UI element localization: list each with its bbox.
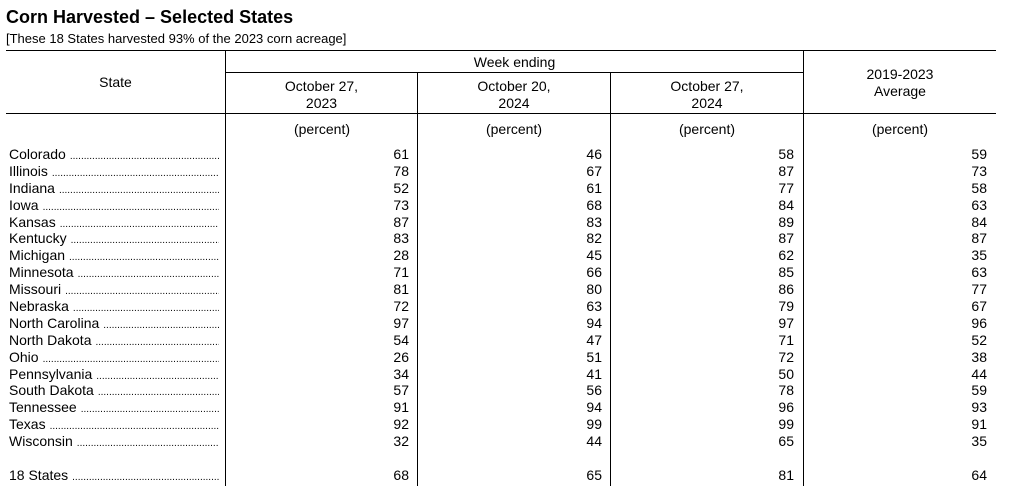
cell-oct20-2024: 46 — [586, 146, 602, 162]
cell-oct27-2023: 26 — [393, 348, 409, 365]
cell-oct27-2023: 32 — [393, 433, 409, 450]
state-name: South Dakota — [9, 382, 94, 399]
cell-5yr-average: 63 — [971, 264, 987, 281]
state-name: Ohio — [9, 348, 39, 365]
col3-header: October 27, 2024 — [670, 78, 744, 111]
table-row — [0, 247, 1009, 264]
table-body — [0, 146, 1009, 450]
total-row-container — [0, 467, 1009, 484]
col2-header: October 20, 2024 — [477, 78, 551, 111]
table-row — [0, 281, 1009, 298]
state-name: Iowa — [9, 196, 39, 213]
table-row — [0, 146, 1009, 163]
cell-oct27-2024: 86 — [778, 281, 794, 298]
cell-oct20-2024: 67 — [586, 162, 602, 179]
cell-oct27-2023: 54 — [393, 331, 409, 348]
cell-oct27-2023: 81 — [393, 281, 409, 298]
cell-oct20-2024: 63 — [586, 298, 602, 315]
cell-oct27-2024: 87 — [778, 162, 794, 179]
state-name: Tennessee — [9, 399, 77, 416]
state-name: Missouri — [9, 281, 62, 298]
week-ending-rule — [226, 72, 803, 73]
table-row — [0, 416, 1009, 433]
cell-oct27-2024: 77 — [778, 179, 794, 196]
cell-oct20-2024: 61 — [586, 179, 602, 196]
col3-unit: (percent) — [678, 121, 736, 137]
col1-unit: (percent) — [293, 121, 351, 137]
state-name: Michigan — [9, 247, 66, 264]
state-header: State — [99, 74, 132, 90]
cell-oct27-2024: 62 — [778, 247, 794, 264]
cell-5yr-average: 96 — [971, 314, 987, 331]
cell-oct27-2024: 96 — [778, 399, 794, 416]
state-name: Kentucky — [9, 230, 67, 247]
cell-oct27-2023: 34 — [393, 365, 409, 382]
cell-5yr-average: 77 — [971, 281, 987, 298]
cell-oct27-2023: 78 — [393, 162, 409, 179]
col1-header: October 27, 2023 — [284, 78, 359, 111]
cell-oct27-2024: 65 — [778, 433, 794, 450]
cell-oct20-2024: 94 — [586, 399, 602, 416]
table-row — [0, 399, 1009, 416]
cell-5yr-average: 59 — [971, 146, 987, 162]
cell-5yr-average: 63 — [971, 196, 987, 213]
cell-5yr-average: 38 — [971, 348, 987, 365]
cell-5yr-average: 35 — [971, 247, 987, 264]
state-name: North Dakota — [9, 331, 92, 348]
cell-oct27-2024: 50 — [778, 365, 794, 382]
col4-unit: (percent) — [871, 121, 929, 137]
table-title: Corn Harvested – Selected States — [6, 7, 294, 27]
cell-oct27-2024: 99 — [778, 416, 794, 433]
cell-5yr-average: 87 — [971, 230, 987, 247]
table-row — [0, 382, 1009, 399]
cell-oct20-2024: 51 — [586, 348, 602, 365]
cell-oct20-2024: 56 — [586, 382, 602, 399]
cell-oct27-2023: 83 — [393, 230, 409, 247]
cell-oct27-2023: 52 — [393, 179, 409, 196]
cell-oct27-2024: 71 — [778, 331, 794, 348]
table-row — [0, 332, 1009, 349]
state-name: Minnesota — [9, 264, 74, 281]
state-name: Kansas — [9, 213, 56, 230]
cell-5yr-average: 67 — [971, 298, 987, 315]
cell-oct20-2024: 94 — [586, 314, 602, 331]
cell-oct27-2023: 68 — [393, 467, 409, 483]
cell-5yr-average: 64 — [971, 467, 987, 483]
cell-oct27-2023: 97 — [393, 314, 409, 331]
table-row — [0, 197, 1009, 214]
state-name: Illinois — [9, 162, 48, 179]
cell-oct27-2023: 87 — [393, 213, 409, 230]
state-name: Texas — [9, 416, 46, 433]
cell-5yr-average: 52 — [971, 331, 987, 348]
cell-oct27-2023: 28 — [393, 247, 409, 264]
table-row — [0, 315, 1009, 332]
cell-oct27-2023: 91 — [393, 399, 409, 416]
cell-oct20-2024: 66 — [586, 264, 602, 281]
state-name: Colorado — [9, 146, 66, 162]
cell-oct20-2024: 99 — [586, 416, 602, 433]
table-row — [0, 214, 1009, 231]
cell-oct27-2024: 87 — [778, 230, 794, 247]
cell-oct27-2024: 85 — [778, 264, 794, 281]
cell-oct27-2023: 61 — [393, 146, 409, 162]
cell-5yr-average: 73 — [971, 162, 987, 179]
col2-unit: (percent) — [485, 121, 543, 137]
cell-oct27-2024: 81 — [778, 467, 794, 483]
col4-header: 2019-2023 Average — [866, 66, 934, 99]
cell-oct27-2024: 72 — [778, 348, 794, 365]
table-row — [0, 349, 1009, 366]
cell-5yr-average: 93 — [971, 399, 987, 416]
table-row-total — [0, 467, 1009, 484]
cell-oct27-2023: 57 — [393, 382, 409, 399]
cell-oct27-2023: 73 — [393, 196, 409, 213]
state-name: Pennsylvania — [9, 365, 93, 382]
state-name: Nebraska — [9, 298, 69, 315]
table-row — [0, 264, 1009, 281]
cell-oct20-2024: 82 — [586, 230, 602, 247]
table-row — [0, 163, 1009, 180]
table-row — [0, 433, 1009, 450]
week-ending-header: Week ending — [473, 54, 556, 70]
cell-5yr-average: 35 — [971, 433, 987, 450]
state-name: Indiana — [9, 179, 55, 196]
top-rule — [6, 50, 996, 51]
cell-5yr-average: 84 — [971, 213, 987, 230]
table-row — [0, 230, 1009, 247]
cell-5yr-average: 44 — [971, 365, 987, 382]
cell-oct27-2023: 92 — [393, 416, 409, 433]
cell-oct20-2024: 83 — [586, 213, 602, 230]
state-name: North Carolina — [9, 314, 100, 331]
cell-oct20-2024: 47 — [586, 331, 602, 348]
table-row — [0, 366, 1009, 383]
cell-oct20-2024: 41 — [586, 365, 602, 382]
table-row — [0, 180, 1009, 197]
cell-oct20-2024: 44 — [586, 433, 602, 450]
cell-5yr-average: 91 — [971, 416, 987, 433]
cell-oct20-2024: 80 — [586, 281, 602, 298]
state-name: 18 States — [9, 467, 69, 483]
cell-5yr-average: 58 — [971, 179, 987, 196]
cell-oct27-2023: 72 — [393, 298, 409, 315]
cell-oct27-2024: 79 — [778, 298, 794, 315]
cell-oct27-2024: 97 — [778, 314, 794, 331]
cell-oct27-2024: 84 — [778, 196, 794, 213]
header-bottom-rule — [6, 113, 996, 114]
cell-oct20-2024: 65 — [586, 467, 602, 483]
cell-5yr-average: 59 — [971, 382, 987, 399]
cell-oct27-2024: 58 — [778, 146, 794, 162]
cell-oct27-2024: 78 — [778, 382, 794, 399]
cell-oct20-2024: 45 — [586, 247, 602, 264]
table-subtitle: [These 18 States harvested 93% of the 2023 corn acreage] — [6, 31, 347, 46]
cell-oct20-2024: 68 — [586, 196, 602, 213]
cell-oct27-2024: 89 — [778, 213, 794, 230]
table-row — [0, 298, 1009, 315]
cell-oct27-2023: 71 — [393, 264, 409, 281]
state-name: Wisconsin — [9, 433, 73, 450]
